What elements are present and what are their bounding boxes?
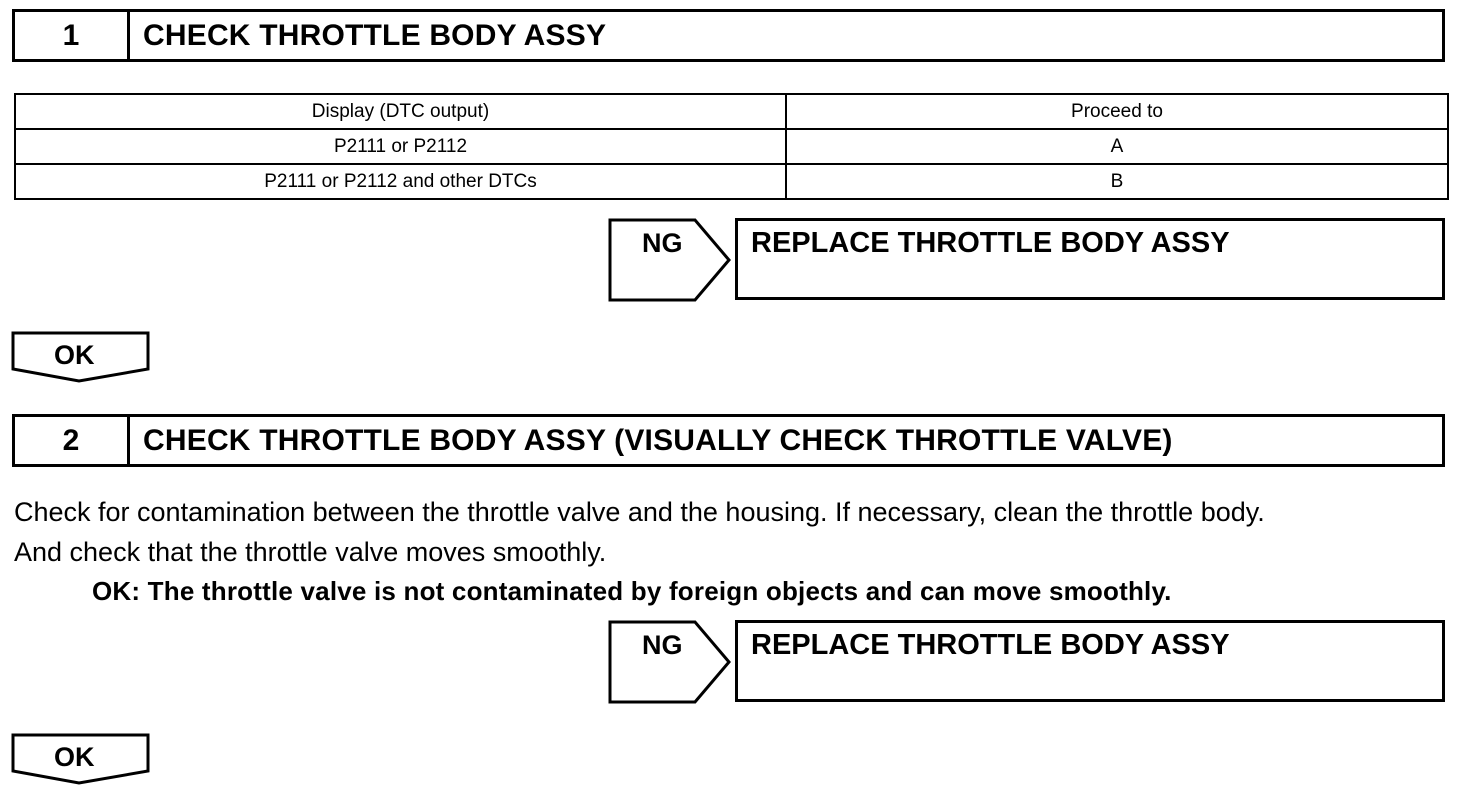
step-2-title: CHECK THROTTLE BODY ASSY (VISUALLY CHECK THROTTLE VALVE) [143,423,1173,457]
ok-label: OK [54,742,95,772]
table-header-display: Display (DTC output) [15,94,786,129]
ng-action-box [735,620,1445,702]
table-cell: P2111 or P2112 and other DTCs [15,164,786,199]
table-header-proceed: Proceed to [786,94,1448,129]
table-cell: P2111 or P2112 [15,129,786,164]
ng-action-text: REPLACE THROTTLE BODY ASSY [751,629,1230,661]
step-2-header [12,414,1445,467]
instruction-line-2: And check that the throttle valve moves smoothly. [14,537,607,567]
table-cell: A [786,129,1448,164]
table-row [15,164,1448,199]
step-1-title: CHECK THROTTLE BODY ASSY [143,18,607,52]
step-1-number: 1 [15,12,130,59]
step-2-number: 2 [15,417,130,464]
dtc-table [14,93,1449,200]
ng-action-box [735,218,1445,300]
ng-action-text: REPLACE THROTTLE BODY ASSY [751,227,1230,259]
table-row [15,129,1448,164]
instruction-line-1: Check for contamination between the throttle valve and the housing. If necessary, clean the throttle body. [14,497,1265,527]
ng-label: NG [642,630,683,660]
ok-label: OK [54,340,95,370]
ng-label: NG [642,228,683,258]
table-header-row [15,94,1448,129]
ok-specification: OK: The throttle valve is not contaminated by foreign objects and can move smoothly. [92,576,1172,606]
table-cell: B [786,164,1448,199]
step-1-header [12,9,1445,62]
